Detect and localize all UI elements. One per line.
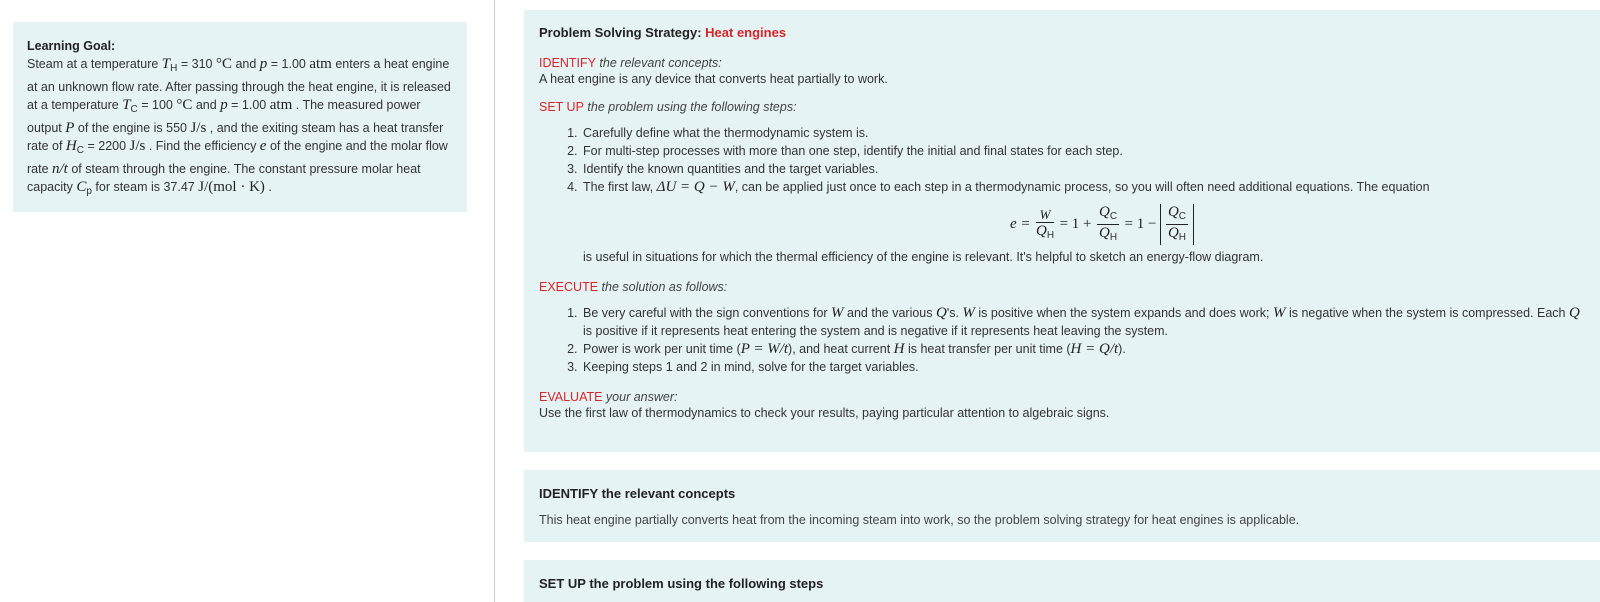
learning-goal-title: Learning Goal: xyxy=(27,39,116,53)
setup-step-4: 4. The first law, ΔU = Q − W, can be applied just once to each step in a thermodynamic process, so you will often need additional equations. The equation xyxy=(581,178,1585,196)
identify-heading: IDENTIFY the relevant concepts: xyxy=(539,56,722,70)
execute-step-2: 2. Power is work per unit time (P = W/t), and heat current H is heat transfer per unit time (H = Q/t). xyxy=(581,340,1585,358)
identify-step-title: IDENTIFY the relevant concepts xyxy=(539,486,736,501)
identify-step-card xyxy=(524,470,1600,542)
learning-goal-panel xyxy=(13,22,467,212)
setup-step-card xyxy=(524,560,1600,602)
setup-step-2: 2. For multi-step processes with more than one step, identify the initial and final states for each step. xyxy=(581,142,1585,160)
setup-steps-list xyxy=(539,124,1585,196)
strategy-title: Problem Solving Strategy: Heat engines xyxy=(539,25,787,40)
strategy-card xyxy=(524,10,1600,452)
panel-divider xyxy=(494,0,495,602)
identify-step-body: This heat engine partially converts heat from the incoming steam into work, so the problem solving strategy for heat engines is applicable. xyxy=(539,513,1300,527)
identify-body: A heat engine is any device that converts heat partially to work. xyxy=(539,72,888,86)
efficiency-equation: e = $\frac{W}{Q_H}$ = 1 + $\frac{Q_C}{Q_H}$ = 1 − $\frac{Q_C}{Q_H}$ xyxy=(539,204,1585,244)
setup-step-title: SET UP the problem using the following steps xyxy=(539,576,824,591)
execute-step-1: 1. Be very careful with the sign conventions for W and the various Q's. W is positive when the system expands and does work; W is negative when the system is compressed. Each Q is positive if it represents heat entering the system and is negative if it represents heat leaving the system. xyxy=(581,304,1585,340)
goal-text: Steam at a temperature $T_H = 310$ °C and p = 1.00 atm enters a heat engine at an unknown flow rate. After passing through the heat engine, it is released at a temperature $T_C = 100$ °C and p = 1.00 atm . The measured power output P of the engine is 550 J/s , and the exiting steam has a heat transfer rate of $H_C = 2200$ J/s . Find the efficiency e of the engine and the molar flow rate n/t of steam through the engine. The constant pressure molar heat capacity $C_p$ for steam is 37.47 J/(mol · K) . xyxy=(27,56,451,197)
evaluate-body: Use the first law of thermodynamics to check your results, paying particular attention to algebraic signs. xyxy=(539,406,1110,420)
execute-steps-list xyxy=(539,304,1585,376)
setup-step-3: 3. Identify the known quantities and the target variables. xyxy=(581,160,1585,178)
evaluate-heading: EVALUATE your answer: xyxy=(539,390,678,404)
execute-heading: EXECUTE the solution as follows: xyxy=(539,280,728,294)
setup-step-1: 1. Carefully define what the thermodynamic system is. xyxy=(581,124,1585,142)
execute-step-3: 3. Keeping steps 1 and 2 in mind, solve for the target variables. xyxy=(581,358,1585,376)
equation-note: is useful in situations for which the thermal efficiency of the engine is relevant. It's helpful to sketch an energy-flow diagram. xyxy=(583,250,1264,264)
setup-heading: SET UP the problem using the following steps: xyxy=(539,100,797,114)
